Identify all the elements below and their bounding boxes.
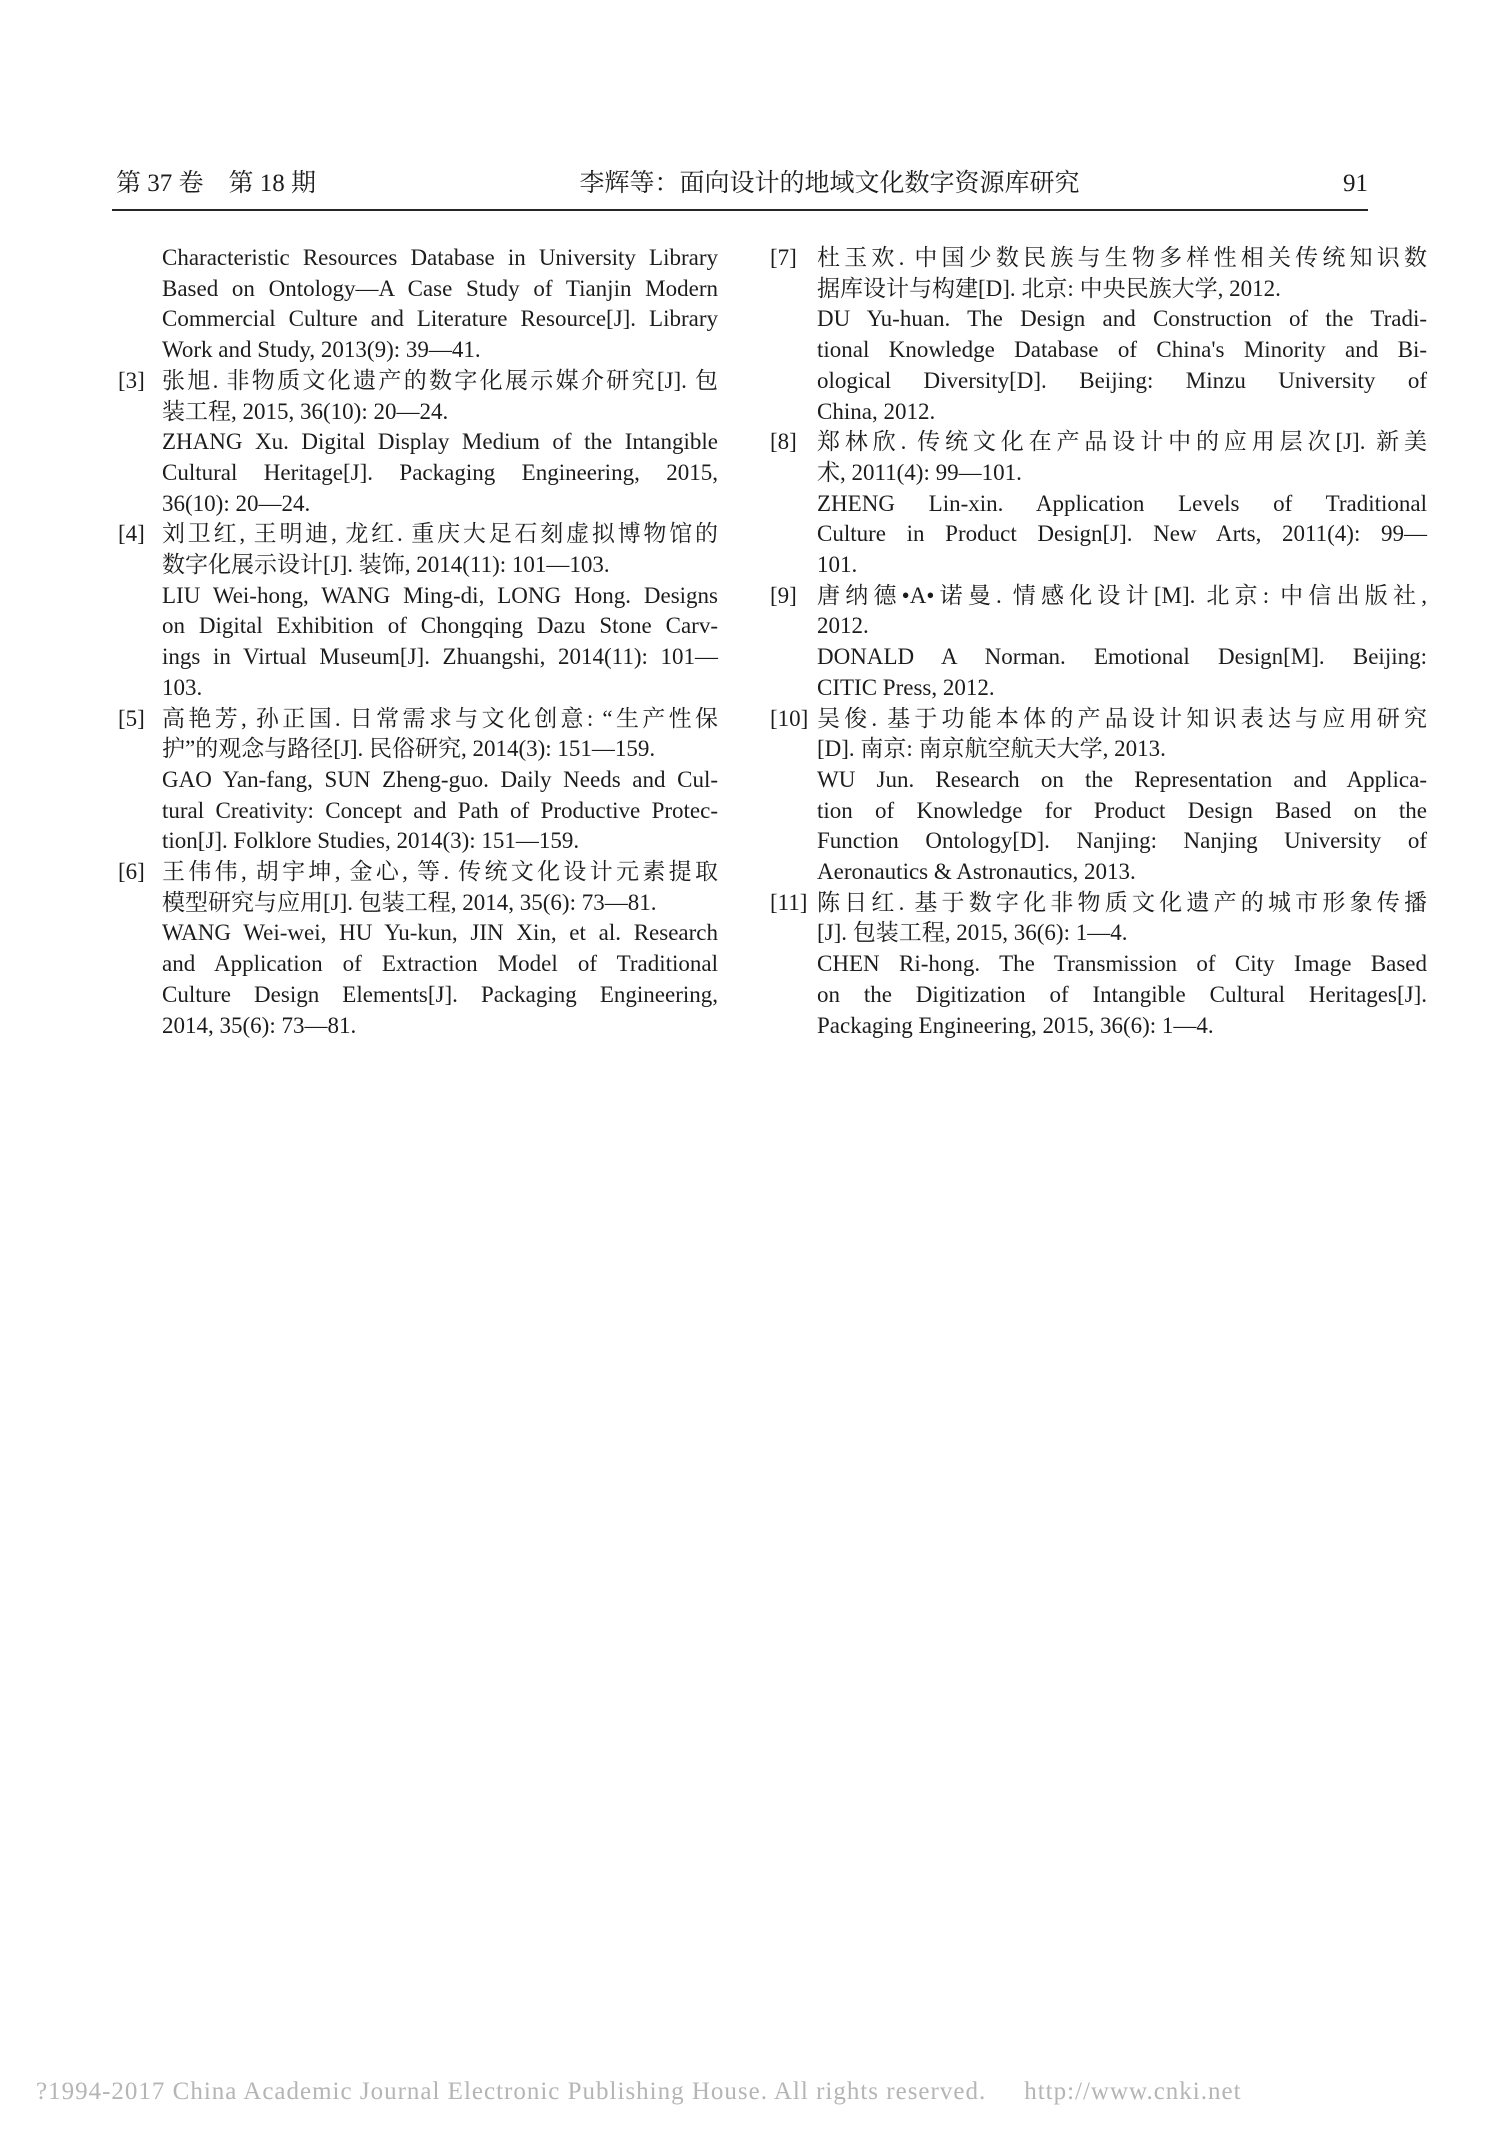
reference-line: DONALD A Norman. Emotional Design[M]. Beijing: (817, 644, 1427, 670)
reference-label: [7] (770, 245, 797, 270)
reference-line: Culture in Product Design[J]. New Arts, 2011(4): 99— (817, 521, 1427, 547)
reference-line: Packaging Engineering, 2015, 36(6): 1—4. (817, 1012, 1214, 1038)
running-title: 李辉等：面向设计的地域文化数字资源库研究 (579, 170, 1080, 197)
reference-line: CITIC Press, 2012. (817, 674, 995, 700)
reference-item (118, 519, 718, 703)
reference-line: [J]. 包装工程, 2015, 36(6): 1—4. (817, 920, 1128, 946)
reference-item (770, 581, 1427, 704)
reference-label: [4] (118, 521, 145, 547)
footer-url: http://www.cnki.net (1024, 2078, 1242, 2105)
references-left-column (118, 243, 718, 1041)
reference-item (118, 857, 718, 1041)
reference-line: 103. (162, 674, 203, 700)
reference-line: on the Digitization of Intangible Cultural Heritages[J]. (817, 981, 1427, 1007)
reference-item (770, 704, 1427, 888)
reference-line: 张旭. 非物质文化遗产的数字化展示媒介研究[J]. 包 (162, 367, 718, 393)
reference-item (118, 704, 718, 858)
reference-line: Function Ontology[D]. Nanjing: Nanjing University of (817, 828, 1427, 854)
reference-line: [D]. 南京: 南京航空航天大学, 2013. (817, 736, 1166, 762)
reference-line: and Application of Extraction Model of Traditional (162, 951, 718, 977)
reference-line: CHEN Ri-hong. The Transmission of City Image Based (817, 951, 1427, 977)
reference-label: [3] (118, 367, 145, 393)
reference-line: tural Creativity: Concept and Path of Productive Protec- (162, 797, 718, 823)
reference-line: 陈日红. 基于数字化非物质文化遗产的城市形象传播 (817, 889, 1427, 915)
reference-label: [11] (770, 889, 808, 915)
reference-item (770, 427, 1427, 581)
reference-line: 王伟伟, 胡宇坤, 金心, 等. 传统文化设计元素提取 (162, 859, 718, 885)
reference-line: 101. (817, 552, 858, 578)
header-rule (112, 209, 1368, 211)
reference-line: ZHANG Xu. Digital Display Medium of the Intangible (162, 429, 718, 455)
reference-line: 2012. (817, 613, 869, 639)
reference-line: LIU Wei-hong, WANG Ming-di, LONG Hong. Designs (162, 582, 718, 608)
reference-line: Culture Design Elements[J]. Packaging Engineering, (162, 981, 718, 1007)
reference-item (118, 243, 718, 366)
reference-line: GAO Yan-fang, SUN Zheng-guo. Daily Needs and Cul- (162, 766, 718, 792)
reference-line: 术, 2011(4): 99—101. (817, 459, 1022, 485)
reference-line: China, 2012. (817, 398, 936, 424)
reference-line: 数字化展示设计[J]. 装饰, 2014(11): 101—103. (162, 552, 610, 578)
reference-line: 护”的观念与路径[J]. 民俗研究, 2014(3): 151—159. (162, 736, 656, 762)
reference-line: 吴俊. 基于功能本体的产品设计知识表达与应用研究 (817, 705, 1427, 731)
reference-line: Based on Ontology—A Case Study of Tianjin Modern (162, 275, 718, 301)
volume-issue: 第 37 卷 第 18 期 (116, 170, 317, 197)
reference-line: Work and Study, 2013(9): 39—41. (162, 337, 481, 363)
reference-line: 刘卫红, 王明迪, 龙红. 重庆大足石刻虚拟博物馆的 (162, 521, 718, 547)
reference-line: tion[J]. Folklore Studies, 2014(3): 151—159. (162, 828, 580, 854)
copyright-text: ?1994-2017 China Academic Journal Electronic Publishing House. All rights reserved. (36, 2078, 987, 2105)
reference-line: tion of Knowledge for Product Design Based on the (817, 797, 1427, 823)
reference-line: Characteristic Resources Database in University Library (162, 245, 718, 270)
references-right-column (770, 243, 1427, 1041)
reference-line: 36(10): 20—24. (162, 490, 311, 516)
reference-line: Commercial Culture and Literature Resource[J]. Library (162, 306, 718, 332)
page-number: 91 (1343, 170, 1368, 197)
page-footer (36, 2078, 1242, 2106)
reference-line: DU Yu-huan. The Design and Construction of the Tradi- (817, 306, 1427, 332)
reference-label: [5] (118, 705, 145, 731)
reference-line: on Digital Exhibition of Chongqing Dazu Stone Carv- (162, 613, 718, 639)
reference-line: 郑林欣. 传统文化在产品设计中的应用层次[J]. 新美 (817, 429, 1427, 455)
reference-label: [6] (118, 859, 145, 885)
reference-line: Aeronautics & Astronautics, 2013. (817, 859, 1136, 885)
reference-line: 装工程, 2015, 36(10): 20—24. (162, 398, 449, 424)
reference-line: 据库设计与构建[D]. 北京: 中央民族大学, 2012. (817, 275, 1281, 301)
reference-line: ZHENG Lin-xin. Application Levels of Traditional (817, 490, 1427, 516)
reference-line: WANG Wei-wei, HU Yu-kun, JIN Xin, et al. Research (162, 920, 718, 946)
reference-line: ings in Virtual Museum[J]. Zhuangshi, 2014(11): 101— (162, 644, 718, 670)
reference-label: [10] (770, 705, 809, 731)
reference-line: 2014, 35(6): 73—81. (162, 1012, 357, 1038)
reference-line: tional Knowledge Database of China's Minority and Bi- (817, 337, 1427, 363)
reference-line: 模型研究与应用[J]. 包装工程, 2014, 35(6): 73—81. (162, 889, 657, 915)
reference-line: WU Jun. Research on the Representation and Applica- (817, 766, 1427, 792)
reference-item (770, 888, 1427, 1042)
reference-item (118, 366, 718, 520)
reference-line: 高艳芳, 孙正国. 日常需求与文化创意: “生产性保 (162, 705, 718, 731)
reference-item (770, 243, 1427, 427)
reference-line: ological Diversity[D]. Beijing: Minzu University of (817, 367, 1427, 393)
reference-line: 唐纳德•A•诺曼. 情感化设计[M]. 北京: 中信出版社, (817, 582, 1427, 608)
reference-label: [9] (770, 582, 797, 608)
reference-line: Cultural Heritage[J]. Packaging Engineering, 2015, (162, 459, 718, 485)
reference-line: 杜玉欢. 中国少数民族与生物多样性相关传统知识数 (817, 245, 1427, 270)
reference-label: [8] (770, 429, 797, 455)
page-header (116, 163, 1368, 199)
